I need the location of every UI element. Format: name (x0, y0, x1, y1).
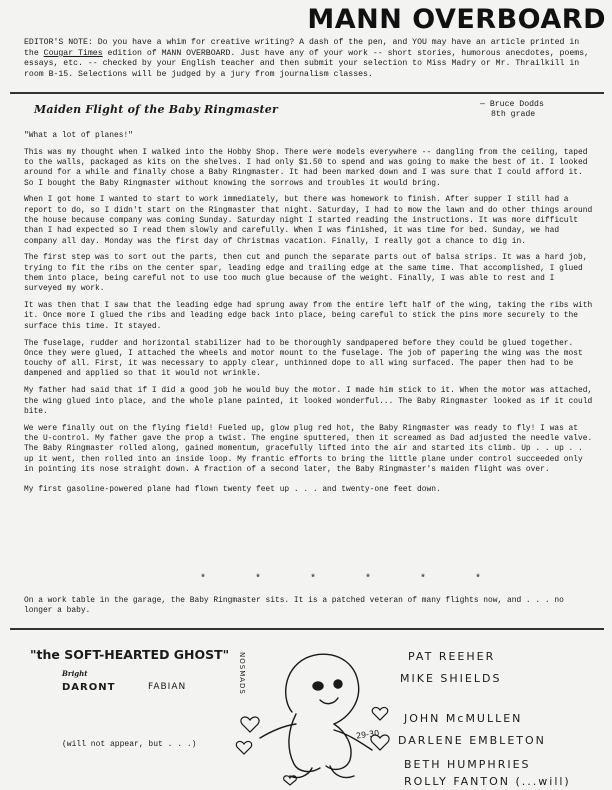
editors-note (24, 38, 596, 81)
story-paragraph: This was my thought when I walked into the Hobby Shop. There were models everywhere -- dangling from the ceiling, taped to the walls, packaged as kits on the shelves. I had only $1.50 to spend and was going to make the best of it. I looked around for a while and finally chose a Baby Ringmaster. It had been marked down and I was sure that I could afford it. So I bought the Baby Ringmaster without knowing the sorrows and troubles it would bring. (24, 147, 588, 188)
ghost-cartoon (230, 640, 400, 790)
bottom-divider (10, 628, 604, 630)
story-paragraph: It was then that I saw that the leading edge had sprung away from the entire left half of the wing, taking the ribs with it. Once more I glued the ribs and leading edge back into place, being careful to stick the pins more securely to the surface this time. It stayed. (24, 301, 593, 331)
cast-member: JOHN McMULLEN (404, 712, 523, 725)
story-paragraph: My father had said that if I did a good job he would buy the motor. I made him stick to it. When the motor was attached, the wing glued into place, and the whole plane painted, it looked wonderful... The Baby Ringmaster looked as if it could bite. (24, 386, 593, 416)
cartoon-note: (will not appear, but . . .) (62, 740, 197, 749)
cast-member: ROLLY FANTON (...will) (404, 775, 571, 788)
cartoon-title: "the SOFT-HEARTED GHOST" (30, 647, 230, 662)
story-paragraph: My first gasoline-powered plane had flown twenty feet up . . . and twenty-one feet down. (24, 485, 441, 495)
heart-icon (372, 707, 387, 720)
story-paragraph: "What a lot of planes!" (24, 131, 133, 140)
top-divider (10, 92, 604, 94)
cast-member: PAT REEHER (408, 650, 496, 663)
masthead-title: MANN OVERBOARD (307, 4, 606, 35)
story-title: Maiden Flight of the Baby Ringmaster (34, 103, 278, 116)
cast-name: DARONT (62, 682, 116, 693)
section-separator: * * * * * * (200, 574, 482, 585)
score-mark: 29-30 (355, 728, 380, 741)
grade: 8th grade (491, 110, 536, 119)
cast-name: FABIAN (148, 682, 187, 692)
heart-icon (241, 717, 259, 732)
story-paragraph: The fuselage, rudder and horizontal stabilizer had to be thoroughly sandpapered before they could be glued together. Once they were glued, I attached the wheels and motor mount to the fuselage. The job of papering the wing was the most touchy of all. First, it was necessary to apply clear, unthinned dope to all wing surfaced. The paper then had to be dampened and applied so that it would not wrinkle. (24, 338, 583, 379)
story-paragraph: The first step was to sort out the parts, then cut and punch the separate parts out of balsa strips. It was a hard job, trying to fit the ribs on the center spar, leading edge and trailing edge at the same time. That accomplished, I glued them into place, being careful not to use too much glue because of the weight. Finally, I was able to rest and I surveyed my work. (24, 253, 588, 294)
author: — Bruce Dodds (480, 100, 544, 109)
story-ending: On a work table in the garage, the Baby Ringmaster sits. It is a patched veteran of many flights now, and . . . no longer a baby. (24, 596, 564, 616)
cast-member: BETH HUMPHRIES (404, 758, 531, 771)
cast-bright: Bright (62, 669, 88, 678)
heart-icon (236, 741, 251, 754)
story-paragraph: We were finally out on the flying field! Fueled up, glow plug red hot, the Baby Ringmaster was ready to fly! I was at the U-control. My father gave the prop a twist. The engine sputtered, then it screamed as Dad adjusted the needle valve. The Baby Ringmaster rolled along, gained momentum, gracefully lifted into the air and started its climb. Up . . up . . up it went, then rolled into an inside loop. My frantic efforts to bring the little plane under control succeeded only in pointing its nose straight down. A fraction of a second later, the Baby Ringmaster's maiden flight was over. (24, 423, 593, 474)
vertical-signature: NOSMADS (238, 652, 246, 695)
cast-member: MIKE SHIELDS (400, 672, 502, 685)
story-body (24, 131, 596, 502)
cast-member: DARLENE EMBLETON (398, 734, 546, 747)
editors-note-text-end: edition of MANN OVERBOARD. Just have any of your work -- short stories, humorous anecdotes, poems, essays, etc. -- checked by your English teacher and then submit your selection to Miss Madry or Mr. Thrailkill in room B-15. Selections will be judged by a jury from journalism classes. (24, 48, 590, 80)
story-paragraph: When I got home I wanted to start to work immediately, but there was homework to finish. After supper I still had a report to do, so I didn't start on the Ringmaster that night. Saturday, I had to mow the lawn and do other things around the house because company was coming Sunday. Saturday night I started reading the instructions. It was more difficult than I had expected so I read them slowly and carefully. When I was finished, it was time for bed. Sunday, we had company all day. Monday was the first day of Christmas vacation. Finally, I really got a chance to dig in. (24, 195, 593, 246)
story-byline (480, 100, 544, 120)
editors-note-text: EDITOR'S NOTE: Do you have a whim for creative writing? A dash of the pen, and YOU may have an article printed in the (24, 38, 580, 58)
cougar-times-title: Cougar Times (43, 48, 103, 58)
